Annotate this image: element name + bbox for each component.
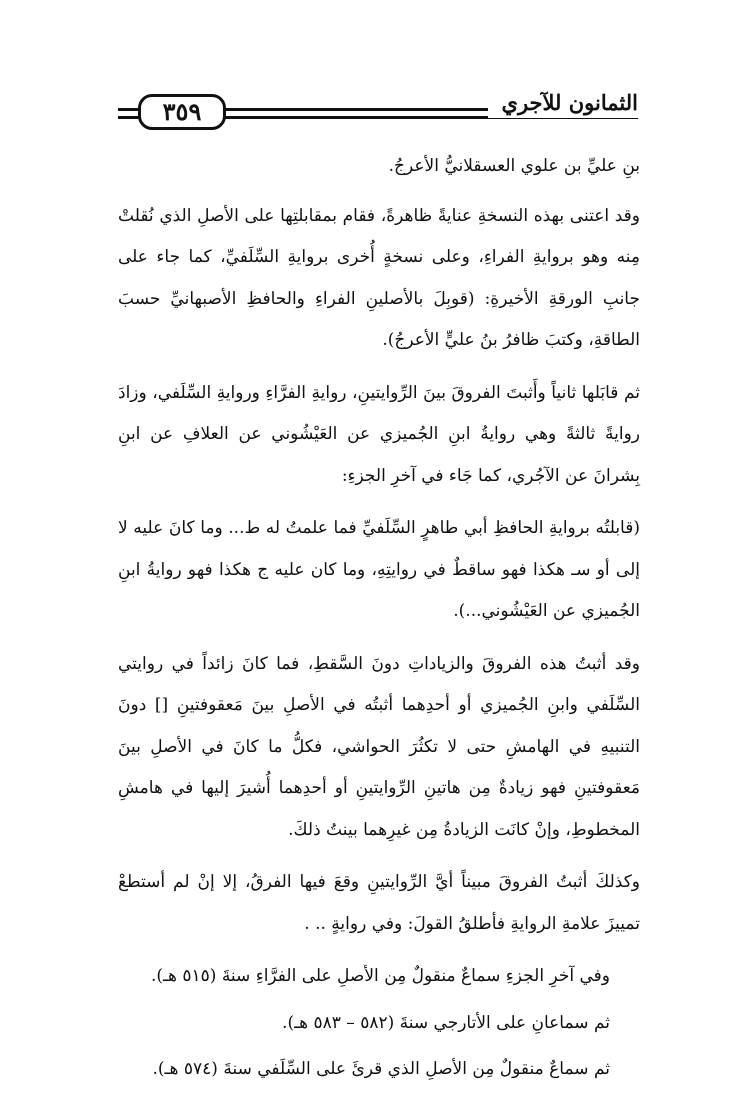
list-item: ثم سماعٌ منقولٌ مِن الأصلِ الذي قرئَ على السِّلَفي سنةَ (٥٧٤ هـ). <box>152 1059 610 1079</box>
paragraph: بنِ عليِّ بن علوي العسقلانيُّ الأعرجُ. <box>388 156 640 176</box>
quoted-paragraph: (قابلتُه بروايةِ الحافظِ أبي طاهرٍ السِّلَفيِّ فما علمتُ له ط... وما كانَ عليه لا إلى أو سـ هكذا فهو ساقطٌ في روايتِهِ، وما كان عليه ج هكذا فهو روايةُ ابنِ الجُميزي عن العَيْشُوني...). <box>118 518 640 621</box>
paragraph: وكذلكَ أثبتُ الفروقَ مبيناً أيَّ الرِّوايتينِ وقعَ فيها الفرقُ، إلا إنْ لم أستطعْ تمييزَ علامةِ الروايةِ فأطلقُ القولَ: وفي روايةٍ .. . <box>118 872 640 934</box>
page-number: ٣٥٩ <box>138 94 226 130</box>
page-body <box>118 146 640 1096</box>
list-item: ثم سماعانِ على الأتارجي سنةَ (٥٨٢ – ٥٨٣ هـ). <box>282 1012 610 1033</box>
paragraph: وقد اعتنى بهذه النسخةِ عنايةً ظاهرةً، فقام بمقابلتِها على الأصلِ الذي نُقلتْ مِنه وهو بروايةِ الفراءِ، وعلى نسخةٍ أُخرى بروايةِ السِّلَفيِّ، كما جاء على جانبِ الورقةِ الأخيرةِ: (قوبِلَ بالأصلينِ الفراءِ والحافظِ الأصبهانيِّ حسبَ الطاقةِ، وكتبَ ظافرُ بنُ عليٍّ الأعرجُ). <box>118 205 640 350</box>
page-header <box>118 92 638 136</box>
paragraph: ثم قابَلها ثانياً وأَثبتَ الفروقَ بينَ الرِّوايتينِ، روايةِ الفرَّاءِ وروايةِ السِّلَفي، وزادَ روايةً ثالثةً وهي روايةُ ابنِ الجُميزي عن العَيْشُوني عن العلافِ عن ابنِ بِشرانَ عن الآجُري، كما جَاء في آخرِ الجزءِ: <box>118 382 640 486</box>
list-item: وفي آخرِ الجزءِ سماعٌ منقولٌ مِن الأصلِ على الفرَّاءِ سنةَ (٥١٥ هـ). <box>150 966 610 986</box>
paragraph: وقد أثبتُ هذه الفروقَ والزياداتِ دونَ السَّقطِ، فما كانَ زائداً في روايتي السِّلَفي وابنِ الجُميزي أو أحدِهما أثبتُه في الأصلِ بينَ مَعقوفتينِ [] دونَ التنبيهِ في الهامشِ حتى لا تكثُرَ الحواشي، فكلُّ ما كانَ في الأصلِ بينَ مَعقوفتينِ فهو زيادةٌ مِن هاتينِ الرِّوايتينِ أو أحدِهما أُشيرَ إليها في هامشِ المخطوطِ، وإنْ كانَت الزيادةُ مِن غيرِهما بينتُ ذلكَ. <box>118 653 640 840</box>
book-title: الثمانون للآجري <box>488 88 638 118</box>
